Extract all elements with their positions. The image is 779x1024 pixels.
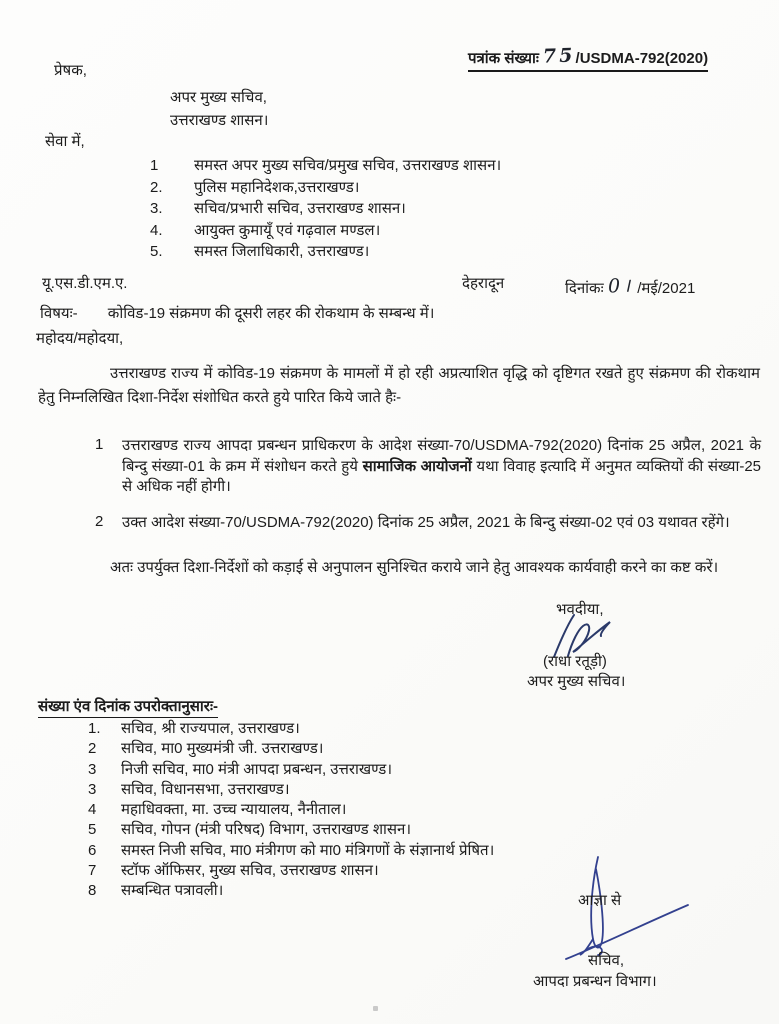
point-text-bold: सामाजिक आयोजनों [362, 457, 472, 475]
cc-number: 3 [88, 760, 97, 778]
point-text: उक्त आदेश संख्या-70/USDMA-792(2020) दिनांक 25 अप्रैल, 2021 के बिन्दु संख्या-02 एवं 03 यथावत रहेंगे। [122, 513, 730, 531]
from-label: प्रेषक, [54, 62, 87, 79]
point-row [95, 436, 761, 498]
recipient-text: आयुक्त कुमायूँ एवं गढ़वाल मण्डल। [194, 221, 381, 239]
point-number: 1 [95, 436, 104, 453]
cc-row [88, 881, 494, 901]
cc-number: 5 [88, 821, 97, 839]
ref-number: /USDMA-792(2020) [575, 50, 709, 67]
secretary-department: आपदा प्रबन्धन विभाग। [533, 973, 657, 990]
cc-number: 1. [88, 720, 101, 737]
recipient-text: समस्त अपर मुख्य सचिव/प्रमुख सचिव, उत्तराखण्ड शासन। [194, 157, 502, 174]
cc-row [88, 820, 494, 840]
date-label: दिनांकः [565, 280, 604, 297]
cc-text: महाधिवक्ता, मा. उच्च न्यायालय, नैनीताल। [121, 801, 347, 819]
valediction: भवदीया, [556, 601, 604, 618]
cc-text: सचिव, गोपन (मंत्री परिषद) विभाग, उत्तराखण्ड शासन। [121, 821, 412, 839]
recipient-row [150, 198, 501, 220]
cc-text: समस्त निजी सचिव, मा0 मंत्रीगण को मा0 मंत्रिगणों के संज्ञानार्थ प्रेषित। [121, 841, 495, 859]
from-organization: उत्तराखण्ड शासन। [170, 112, 269, 129]
recipient-number: 1 [150, 157, 159, 174]
scan-artifact-speck [373, 1006, 378, 1011]
cc-number: 2 [88, 740, 97, 758]
point-row [95, 513, 761, 534]
by-order-text: आज्ञा से [578, 892, 622, 909]
cc-number: 6 [88, 841, 97, 859]
recipient-number: 3. [150, 200, 163, 217]
cc-list [88, 719, 494, 902]
point-text-pre: उत्तराखण्ड राज्य आपदा प्रबन्धन प्राधिकरण के आदेश संख्या-70/USDMA-792(2020) दिनांक 25 अप्रैल, 2021 के बिन्दु संख्या-01 के क्रम में संशोधन करते हुये [122, 437, 761, 475]
cc-text: सचिव, विधानसभा, उत्तराखण्ड। [121, 780, 290, 798]
closing-paragraph: अतः उपर्युक्त दिशा-निर्देशों को कड़ाई से अनुपालन सुनिश्चित कराये जाने हेतु आवश्यक कार्यवाही करने का कष्ट करें। [110, 559, 719, 576]
recipient-row [150, 220, 501, 242]
from-block [170, 86, 268, 132]
secretary-title: सचिव, [588, 952, 625, 969]
signatory-name: (राधा रतूड़ी) [543, 653, 607, 670]
subject-text: कोविड-19 संक्रमण की दूसरी लहर की रोकथाम के सम्बन्ध में। [107, 305, 435, 322]
point-text [122, 436, 761, 498]
handwritten-ref-number: 75 [542, 44, 576, 68]
ref-label: पत्रांक संख्याः [468, 50, 539, 67]
ref-number-line [468, 46, 708, 72]
cc-row [88, 780, 494, 800]
cc-number: 4 [88, 801, 97, 819]
cc-text: स्टॉफ ऑफिसर, मुख्य सचिव, उत्तराखण्ड शासन। [121, 862, 379, 880]
to-label: सेवा में, [45, 133, 85, 150]
recipient-row [150, 177, 501, 199]
org-abbreviation: यू.एस.डी.एम.ए. [42, 275, 128, 292]
cc-number: 8 [88, 882, 97, 900]
handwritten-date: 0। [607, 274, 634, 298]
intro-paragraph: उत्तराखण्ड राज्य में कोविड-19 संक्रमण के मामलों में हो रही अप्रत्याशित वृद्धि को दृष्टिगत रखते हुए संक्रमण की रोकथाम हेतु निम्नलिखित दिशा-निर्देश संशोधित करते हुये पारित किये जाते हैः- [38, 365, 760, 406]
cc-text: सचिव, श्री राज्यपाल, उत्तराखण्ड। [121, 720, 300, 737]
cc-row [88, 739, 494, 759]
salutation: महोदय/महोदया, [36, 330, 124, 347]
meta-line [42, 273, 757, 298]
cc-text: सचिव, मा0 मुख्यमंत्री जी. उत्तराखण्ड। [121, 740, 324, 758]
recipient-text: पुलिस महानिदेशक,उत्तराखण्ड। [194, 178, 360, 196]
recipient-text: समस्त जिलाधिकारी, उत्तराखण्ड। [194, 243, 370, 260]
recipient-row [150, 155, 501, 177]
recipient-number: 4. [150, 221, 163, 239]
recipient-number: 2. [150, 178, 163, 196]
cc-text: निजी सचिव, मा0 मंत्री आपदा प्रबन्धन, उत्तराखण्ड। [121, 760, 393, 778]
cc-row [88, 800, 494, 820]
point-number: 2 [95, 512, 104, 530]
date-line [565, 273, 695, 299]
place-name: देहरादून [462, 275, 505, 292]
signature-ink-stroke [536, 855, 706, 965]
cc-row [88, 760, 494, 780]
recipient-list [150, 155, 501, 263]
subject-line [40, 303, 434, 323]
directive-points [95, 436, 761, 548]
cc-text: सम्बन्धित पत्रावली। [121, 882, 224, 900]
cc-number: 3 [88, 780, 97, 798]
cc-number: 7 [88, 862, 97, 880]
signatory-title: अपर मुख्य सचिव। [527, 673, 626, 690]
cc-row [88, 841, 494, 861]
cc-row [88, 861, 494, 881]
cc-heading: संख्या एंव दिनांक उपरोक्तानुसारः- [38, 696, 218, 718]
recipient-text: सचिव/प्रभारी सचिव, उत्तराखण्ड शासन। [194, 200, 406, 217]
recipient-row [150, 241, 501, 263]
from-designation: अपर मुख्य सचिव, [170, 89, 267, 106]
cc-row [88, 719, 494, 739]
recipient-number: 5. [150, 243, 163, 260]
subject-label: विषयः- [40, 305, 78, 322]
point-text-post: यथा विवाह इत्यादि में अनुमत व्यक्तियों की संख्या-25 से अधिक नहीं होगी। [122, 457, 762, 495]
date-suffix: /मई/2021 [637, 280, 696, 297]
